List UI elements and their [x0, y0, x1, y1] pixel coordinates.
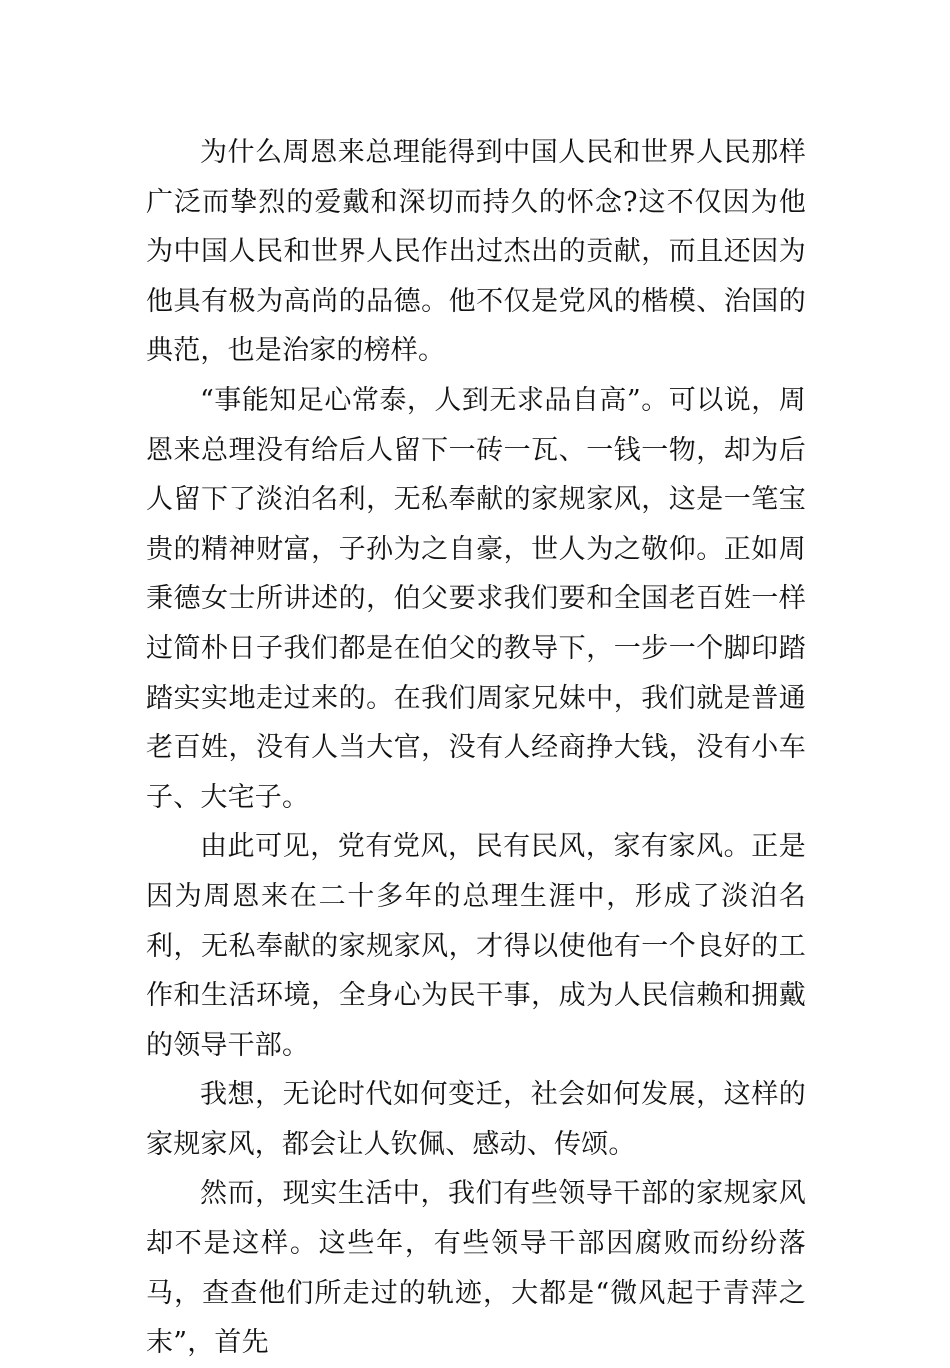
paragraph-3: 由此可见，党有党风，民有民风，家有家风。正是因为周恩来在二十多年的总理生涯中，形成了淡泊名利，无私奉献的家规家风，才得以使他有一个良好的工作和生活环境，全身心为民干事，成为人民信赖和拥戴的领导干部。 — [146, 831, 806, 1061]
paragraph-4: 我想，无论时代如何变迁，社会如何发展，这样的家规家风，都会让人钦佩、感动、传颂。 — [146, 1079, 806, 1160]
document-body — [146, 128, 806, 1368]
paragraph-1: 为什么周恩来总理能得到中国人民和世界人民那样广泛而挚烈的爱戴和深切而持久的怀念?这不仅因为他为中国人民和世界人民作出过杰出的贡献，而且还因为他具有极为高尚的品德。他不仅是党风的楷模、治国的典范，也是治家的榜样。 — [146, 137, 806, 367]
paragraph-2: “事能知足心常泰，人到无求品自高”。可以说，周恩来总理没有给后人留下一砖一瓦、一钱一物，却为后人留下了淡泊名利，无私奉献的家规家风，这是一笔宝贵的精神财富，子孙为之自豪，世人为之敬仰。正如周秉德女士所讲述的，伯父要求我们要和全国老百姓一样过简朴日子我们都是在伯父的教导下，一步一个脚印踏踏实实地走过来的。在我们周家兄妹中，我们就是普通老百姓，没有人当大官，没有人经商挣大钱，没有小车子、大宅子。 — [146, 384, 806, 813]
paragraph-5: 然而，现实生活中，我们有些领导干部的家规家风却不是这样。这些年，有些领导干部因腐败而纷纷落马，查查他们所走过的轨迹，大都是“微风起于青萍之末”，首先 — [146, 1178, 806, 1359]
